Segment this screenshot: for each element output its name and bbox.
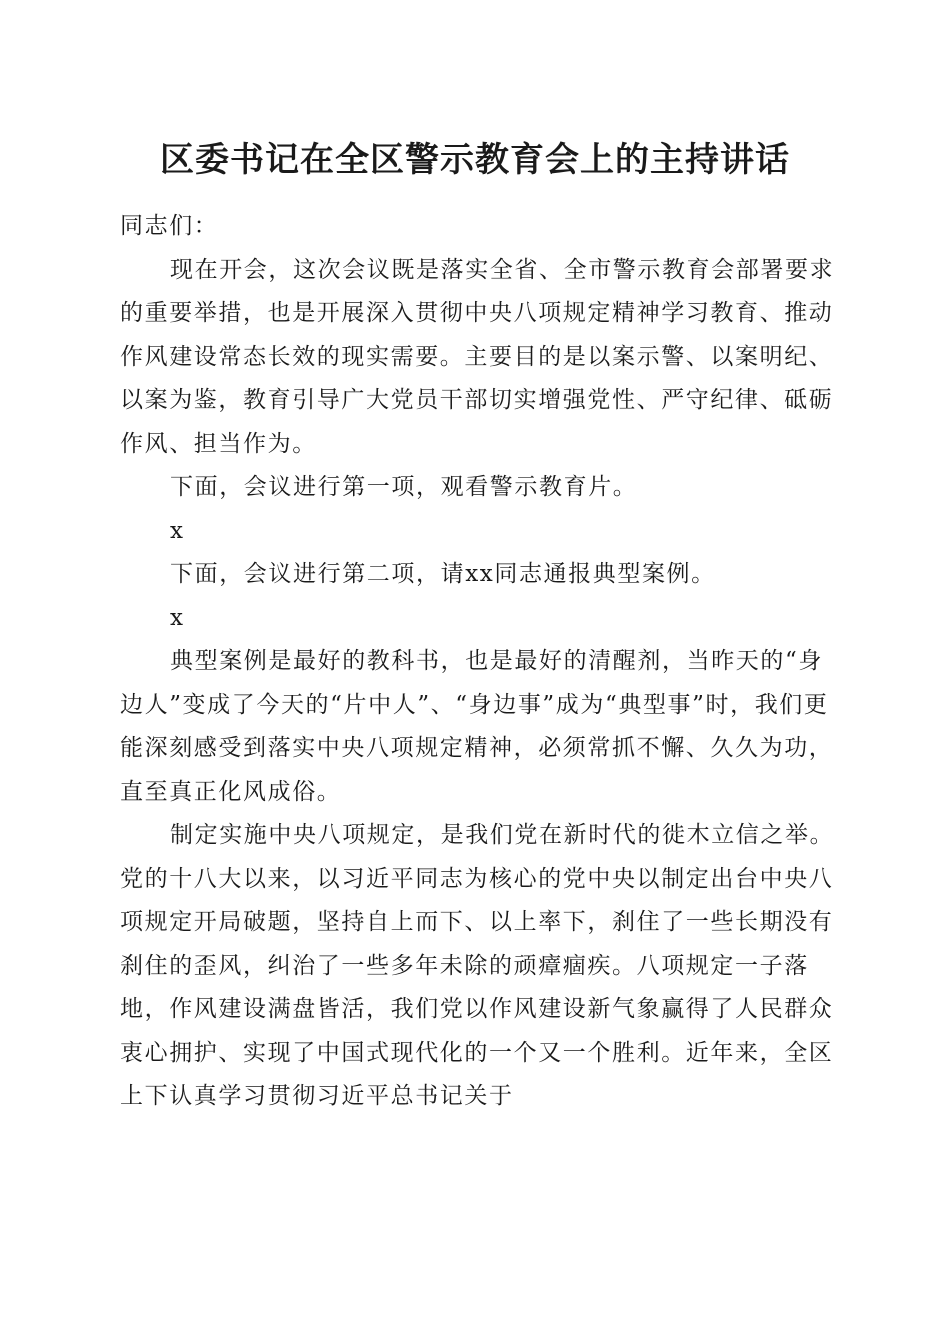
placeholder-line: x: [170, 517, 183, 544]
document-body: [120, 205, 836, 1119]
placeholder-line: x: [170, 604, 183, 631]
document-title: 区委书记在全区警示教育会上的主持讲话: [160, 140, 790, 180]
paragraph-eight-rules: 制定实施中央八项规定，是我们党在新时代的徙木立信之举。党的十八大以来，以习近平同志为核心的党中央以制定出台中央八项规定开局破题，坚持自上而下、以上率下，刹住了一些长期没有刹住的歪风，纠治了一些多年未除的顽瘴痼疾。八项规定一子落地，作风建设满盘皆活，我们党以作风建设新气象赢得了人民群众衷心拥护、实现了中国式现代化的一个又一个胜利。近年来，全区上下认真学习贯彻习近平总书记关于: [120, 822, 835, 1109]
paragraph-opening: 现在开会，这次会议既是落实全省、全市警示教育会部署要求的重要举措，也是开展深入贯彻中央八项规定精神学习教育、推动作风建设常态长效的现实需要。主要目的是以案示警、以案明纪、以案为鉴，教育引导广大党员干部切实增强党性、严守纪律、砥砺作风、担当作为。: [120, 256, 835, 457]
paragraph-agenda-item-1: 下面，会议进行第一项，观看警示教育片。: [170, 474, 638, 500]
paragraph-typical-cases: 典型案例是最好的教科书，也是最好的清醒剂，当昨天的“身边人”变成了今天的“片中人”、“身边事”成为“典型事”时，我们更能深刻感受到落实中央八项规定精神，必须常抓不懈、久久为功，直至真正化风成俗。: [120, 648, 834, 805]
paragraph-agenda-item-2: 下面，会议进行第二项，请xx同志通报典型案例。: [170, 561, 716, 587]
salutation: 同志们：: [120, 213, 219, 239]
